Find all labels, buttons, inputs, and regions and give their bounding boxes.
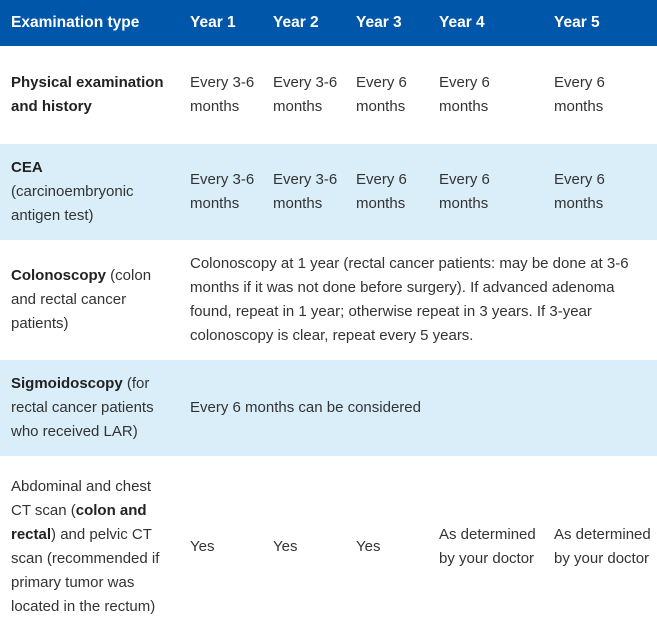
cell-year-2: Yes <box>273 538 298 555</box>
row-label <box>0 240 180 360</box>
header-year-4: Year 4 <box>439 14 485 31</box>
row-label-bold: Physical examination and history <box>11 74 164 115</box>
cell-schedule: Colonoscopy at 1 year (rectal cancer patients: may be done at 3-6 months if it was not done before surgery). If advanced adenoma found, repeat in 1 year; otherwise repeat in 3 years. If 3-year colonoscopy is clear, repeat every 5 years. <box>190 255 629 344</box>
row-label-part-2: ) and pelvic CT scan (recommended if primary tumor was located in the rectum) <box>11 526 160 615</box>
row-ct-scan <box>0 456 657 638</box>
table-header <box>0 0 657 46</box>
header-year-1: Year 1 <box>190 14 236 31</box>
cell-year-1: Every 3-6 months <box>190 171 255 212</box>
cell-year-4: As determined by your doctor <box>439 526 536 567</box>
cell-year-2: Every 3-6 months <box>273 171 338 212</box>
header-year-2: Year 2 <box>273 14 319 31</box>
row-label <box>0 360 180 456</box>
cell-year-5: As determined by your doctor <box>554 526 651 567</box>
header-exam-type: Examination type <box>11 14 140 31</box>
cell-year-5: Every 6 months <box>554 171 605 212</box>
cell-year-2: Every 3-6 months <box>273 74 338 115</box>
row-label <box>0 144 180 240</box>
row-label-part-1: Abdominal and chest CT scan ( <box>11 478 152 519</box>
row-label-detail: (carcinoembryonic antigen test) <box>11 183 134 224</box>
row-physical-exam <box>0 46 657 144</box>
cell-year-3: Yes <box>356 538 381 555</box>
cell-year-3: Every 6 months <box>356 171 407 212</box>
header-year-5: Year 5 <box>554 14 600 31</box>
cell-year-1: Yes <box>190 538 215 555</box>
row-label-detail: (for rectal cancer patients who received LAR) <box>11 375 154 440</box>
row-label <box>0 456 180 638</box>
row-label <box>0 46 180 144</box>
cell-year-1: Every 3-6 months <box>190 74 255 115</box>
row-label-bold: CEA <box>11 159 43 176</box>
cell-year-5: Every 6 months <box>554 74 605 115</box>
row-colonoscopy <box>0 240 657 360</box>
cell-year-3: Every 6 months <box>356 74 407 115</box>
row-label-bold: Sigmoidoscopy <box>11 375 123 392</box>
row-label-detail: (colon and rectal cancer patients) <box>11 267 152 332</box>
cell-year-4: Every 6 months <box>439 74 490 115</box>
cell-schedule: Every 6 months can be considered <box>190 399 421 416</box>
cell-year-4: Every 6 months <box>439 171 490 212</box>
row-label-bold: colon and rectal <box>11 502 147 543</box>
row-cea <box>0 144 657 240</box>
row-sigmoidoscopy <box>0 360 657 456</box>
row-label-bold: Colonoscopy <box>11 267 107 284</box>
header-row <box>0 0 657 46</box>
header-year-3: Year 3 <box>356 14 402 31</box>
